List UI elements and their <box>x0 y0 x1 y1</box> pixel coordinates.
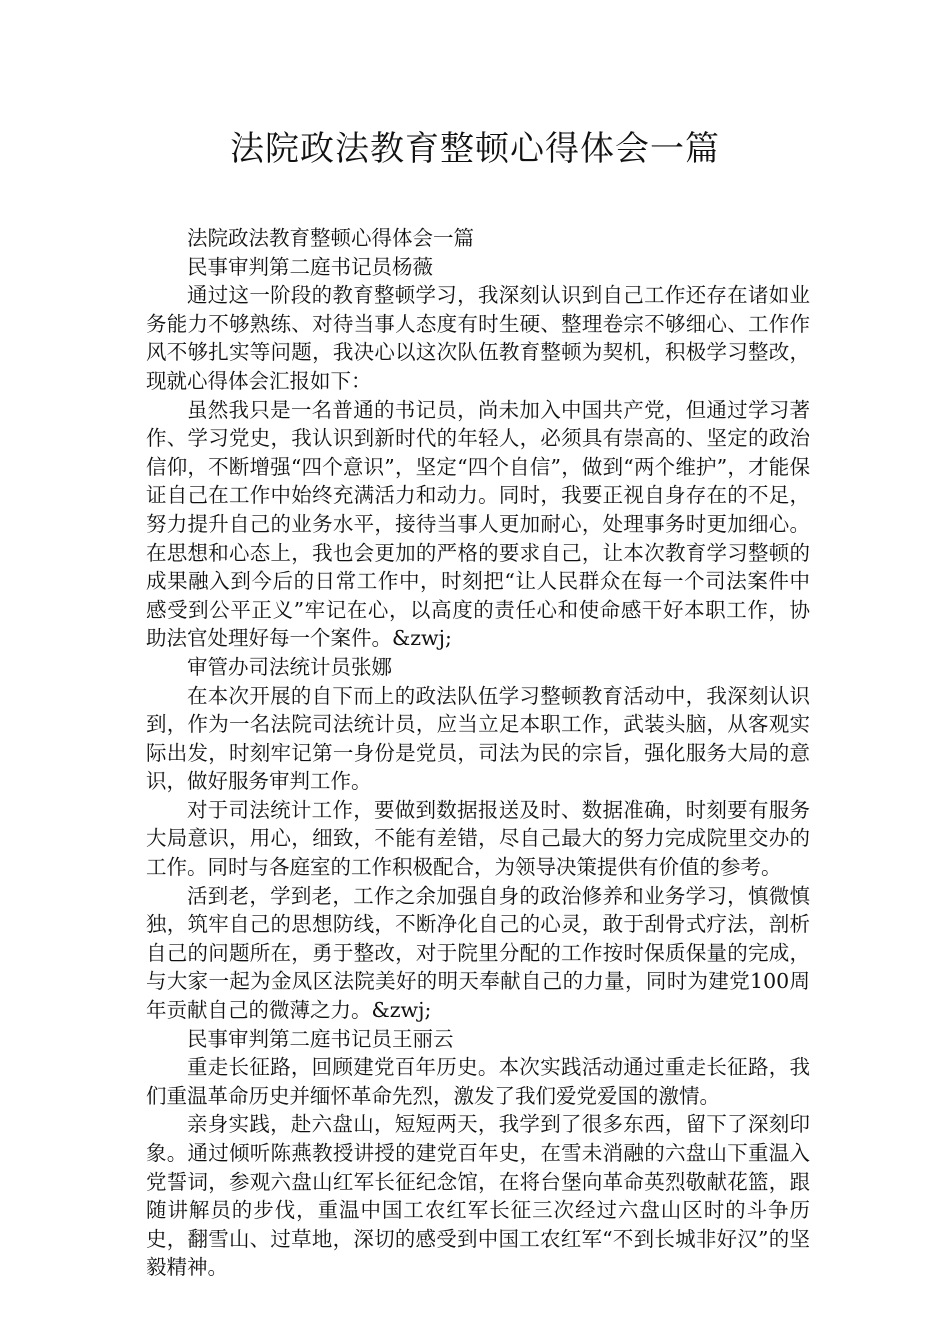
body-paragraph: 法院政法教育整顿心得体会一篇 <box>187 226 474 250</box>
document-title: 法院政法教育整顿心得体会一篇 <box>230 129 720 169</box>
author-line: 民事审判第二庭书记员杨薇 <box>187 254 433 279</box>
author-line: 民事审判第二庭书记员王丽云 <box>187 1026 454 1051</box>
body-paragraph: 重走长征路，回顾建党百年历史。本次实践活动通过重走长征路，我们重温革命历史并缅怀革命先烈，激发了我们爱党爱国的激情。 <box>146 1055 810 1108</box>
document-body <box>146 224 810 1282</box>
body-paragraph: 对于司法统计工作，要做到数据报送及时、数据准确，时刻要有服务大局意识，用心，细致，不能有差错，尽自己最大的努力完成院里交办的工作。同时与各庭室的工作积极配合，为领导决策提供有价值的参考。 <box>146 797 810 880</box>
body-paragraph: 在本次开展的自下而上的政法队伍学习整顿教育活动中，我深刻认识到，作为一名法院司法统计员，应当立足本职工作，武装头脑，从客观实际出发，时刻牢记第一身份是党员，司法为民的宗旨，强化服务大局的意识，做好服务审判工作。 <box>146 683 810 794</box>
author-line: 审管办司法统计员张娜 <box>187 654 392 679</box>
body-paragraph: 通过这一阶段的教育整顿学习，我深刻认识到自己工作还存在诸如业务能力不够熟练、对待当事人态度有时生硬、整理卷宗不够细心、工作作风不够扎实等问题，我决心以这次队伍教育整顿为契机，积极学习整改，现就心得体会汇报如下： <box>146 283 810 393</box>
body-paragraph: 虽然我只是一名普通的书记员，尚未加入中国共产党，但通过学习著作、学习党史，我认识到新时代的年轻人，必须具有崇高的、坚定的政治信仰，不断增强“四个意识”，坚定“四个自信”，做到“两个维护”，才能保证自己在工作中始终充满活力和动力。同时，我要正视自身存在的不足，努力提升自己的业务水平，接待当事人更加耐心，处理事务时更加细心。在思想和心态上，我也会更加的严格的要求自己，让本次教育学习整顿的成果融入到今后的日常工作中，时刻把“让人民群众在每一个司法案件中感受到公平正义”牢记在心，以高度的责任心和使命感干好本职工作，协助法官处理好每一个案件。&zwj; <box>146 397 810 651</box>
body-paragraph: 活到老，学到老，工作之余加强自身的政治修养和业务学习，慎微慎独，筑牢自己的思想防线，不断净化自己的心灵，敢于刮骨式疗法，剖析自己的问题所在，勇于整改，对于院里分配的工作按时保质保量的完成，与大家一起为金凤区法院美好的明天奉献自己的力量，同时为建党100周年贡献自己的微薄之力。&zwj; <box>146 883 810 1023</box>
body-paragraph: 亲身实践，赴六盘山，短短两天，我学到了很多东西，留下了深刻印象。通过倾听陈燕教授讲授的建党百年史，在雪未消融的六盘山下重温入党誓词，参观六盘山红军长征纪念馆，在将台堡向革命英烈敬献花篮，跟随讲解员的步伐，重温中国工农红军长征三次经过六盘山区时的斗争历史，翻雪山、过草地，深切的感受到中国工农红军“不到长城非好汉”的坚毅精神。 <box>146 1112 810 1280</box>
